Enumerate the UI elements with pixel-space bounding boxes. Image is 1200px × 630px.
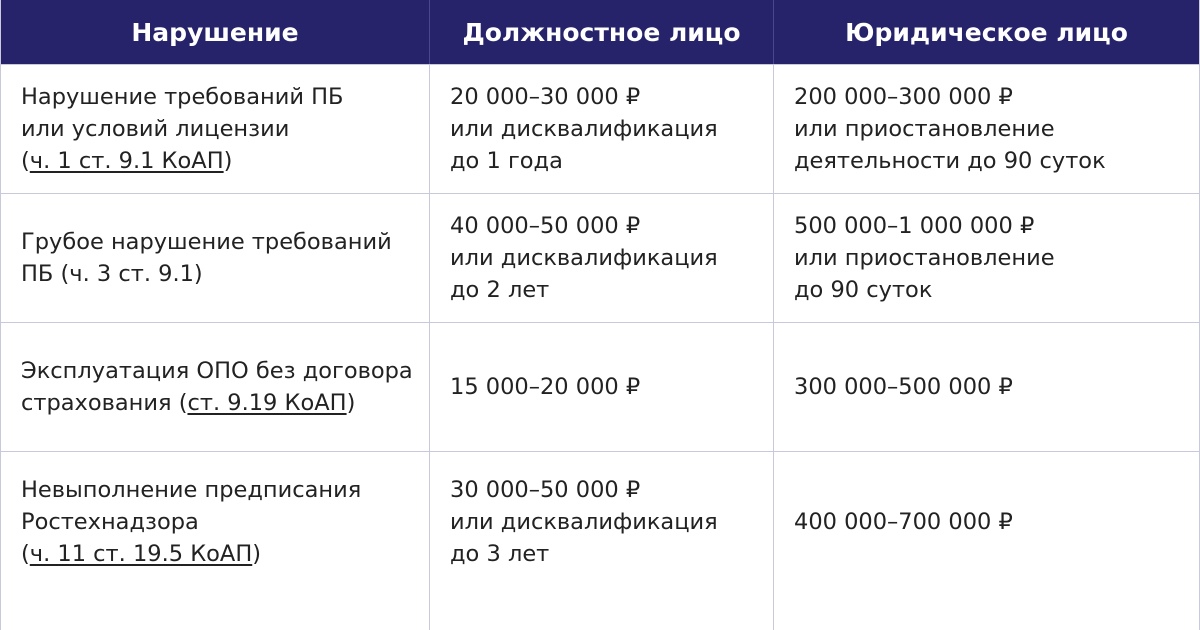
official-penalty-cell xyxy=(429,65,773,193)
penalty-line: деятельности до 90 суток xyxy=(794,148,1106,174)
penalty-line: или приостановление xyxy=(794,116,1055,142)
paren-close: ) xyxy=(252,541,262,567)
koap-link[interactable]: ст. 9.19 КоАП xyxy=(187,390,347,416)
penalty-line: до 3 лет xyxy=(450,541,550,567)
header-official: Должностное лицо xyxy=(429,0,773,64)
penalty-line: или приостановление xyxy=(794,245,1055,271)
header-legal-entity: Юридическое лицо xyxy=(773,0,1199,64)
penalty-line: 200 000–300 000 ₽ xyxy=(794,84,1013,110)
violation-line xyxy=(21,387,413,419)
official-penalty-cell xyxy=(429,194,773,322)
penalty-line: 20 000–30 000 ₽ xyxy=(450,84,641,110)
table-row xyxy=(1,451,1199,630)
violation-line: Грубое нарушение требований xyxy=(21,229,392,255)
table-header xyxy=(1,0,1199,64)
penalty-line: или дисквалификация xyxy=(450,116,718,142)
penalty-line: или дисквалификация xyxy=(450,509,718,535)
koap-link[interactable]: ч. 1 ст. 9.1 КоАП xyxy=(29,148,224,174)
table-row xyxy=(1,322,1199,451)
penalty-line: 500 000–1 000 000 ₽ xyxy=(794,213,1035,239)
violation-line xyxy=(21,145,343,177)
penalty-line: 15 000–20 000 ₽ xyxy=(450,374,641,400)
violation-line: или условий лицензии xyxy=(21,116,290,142)
paren-open: ( xyxy=(21,541,30,567)
violation-cell xyxy=(1,452,429,630)
table-row xyxy=(1,193,1199,322)
paren-close: ) xyxy=(223,148,233,174)
header-violation: Нарушение xyxy=(131,17,299,47)
official-penalty-cell xyxy=(429,452,773,630)
penalty-line: 40 000–50 000 ₽ xyxy=(450,213,641,239)
penalty-line: 300 000–500 000 ₽ xyxy=(794,374,1013,400)
legal-penalty-cell xyxy=(773,452,1199,630)
koap-link[interactable]: ч. 11 ст. 19.5 КоАП xyxy=(29,541,253,567)
legal-penalty-cell xyxy=(773,194,1199,322)
violation-text: страхования ( xyxy=(21,390,188,416)
paren-open: ( xyxy=(21,148,30,174)
violation-line: Эксплуатация ОПО без договора xyxy=(21,358,413,384)
penalty-line: до 90 суток xyxy=(794,277,933,303)
legal-penalty-cell xyxy=(773,65,1199,193)
paren-close: ) xyxy=(346,390,356,416)
official-penalty-cell xyxy=(429,323,773,451)
violation-cell xyxy=(1,65,429,193)
penalty-line: до 1 года xyxy=(450,148,563,174)
violation-cell xyxy=(1,194,429,322)
violation-cell xyxy=(1,323,429,451)
violation-line: Ростехнадзора xyxy=(21,509,199,535)
penalty-line: до 2 лет xyxy=(450,277,550,303)
violation-line: Нарушение требований ПБ xyxy=(21,84,344,110)
table-row xyxy=(1,64,1199,193)
legal-penalty-cell xyxy=(773,323,1199,451)
penalty-line: 30 000–50 000 ₽ xyxy=(450,477,641,503)
penalty-line: 400 000–700 000 ₽ xyxy=(794,509,1013,535)
violation-line xyxy=(21,538,361,570)
violation-line: ПБ (ч. 3 ст. 9.1) xyxy=(21,261,203,287)
violation-line: Невыполнение предписания xyxy=(21,477,362,503)
penalty-line: или дисквалификация xyxy=(450,245,718,271)
